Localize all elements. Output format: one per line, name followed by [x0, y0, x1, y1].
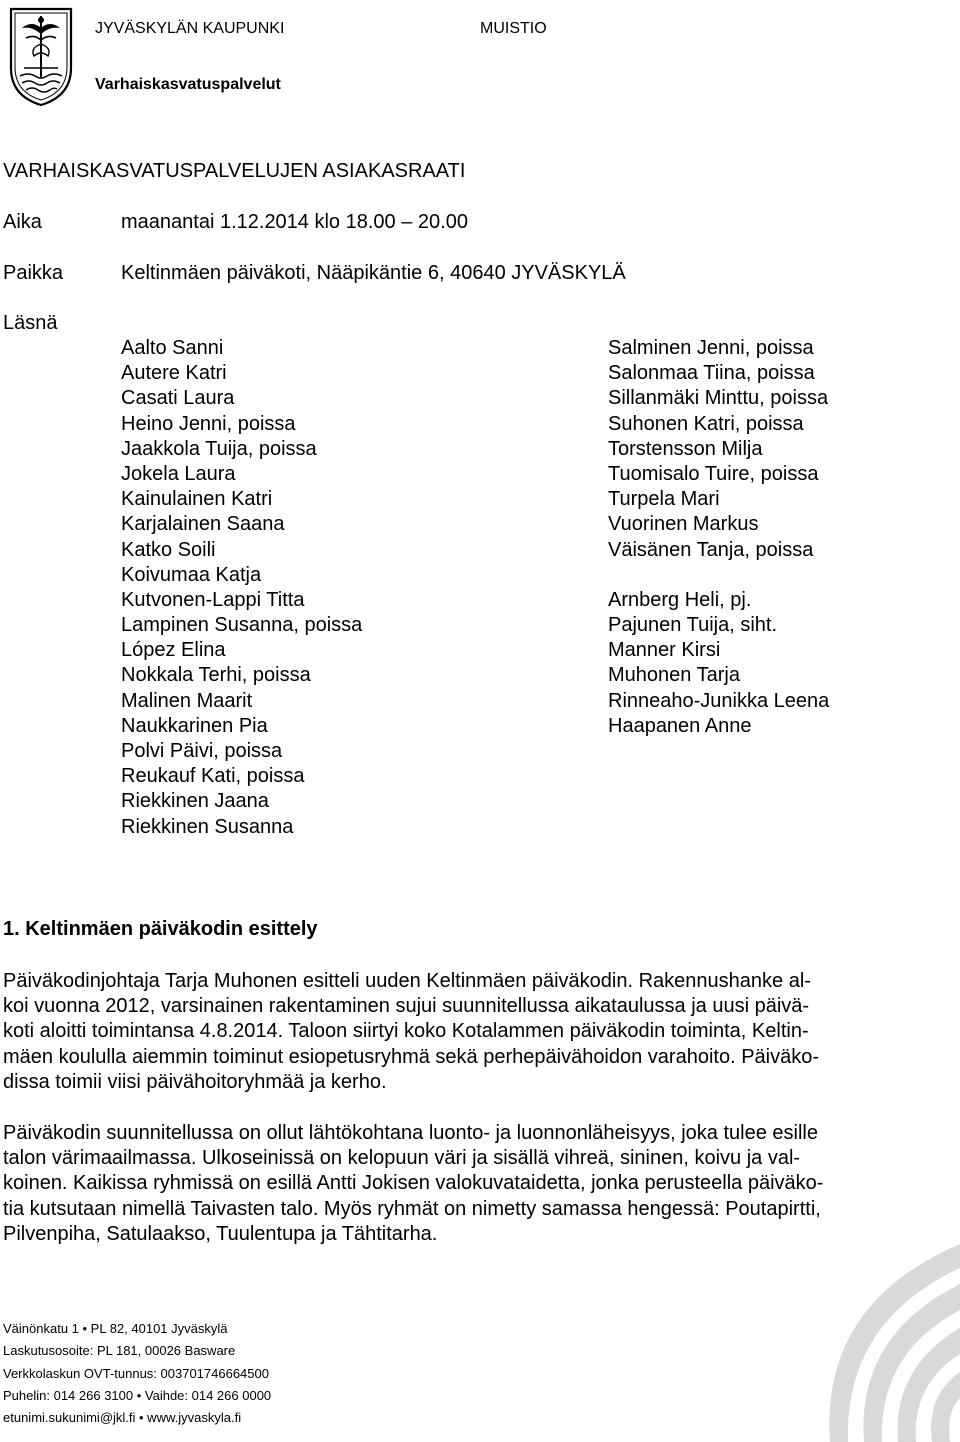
attendee-name: Autere Katri: [121, 362, 227, 385]
attendee-name: Väisänen Tanja, poissa: [608, 538, 814, 561]
attendee-name: Salonmaa Tiina, poissa: [608, 362, 815, 385]
staff-name: Rinneaho-Junikka Leena: [608, 689, 830, 712]
footer-address: Väinönkatu 1 • PL 82, 40101 Jyväskylä: [3, 1321, 228, 1336]
attendee-name: Sillanmäki Minttu, poissa: [608, 387, 829, 410]
attendee-name: Kainulainen Katri: [121, 488, 273, 511]
staff-name: Manner Kirsi: [608, 639, 721, 662]
attendee-name: López Elina: [121, 639, 226, 662]
attendee-name: Jaakkola Tuija, poissa: [121, 437, 317, 460]
paragraph-line: koti aloitti toimintansa 4.8.2014. Taloon siirtyi koko Kotalammen päiväkodin toiminta, Keltin-: [3, 1020, 809, 1043]
staff-name: Pajunen Tuija, siht.: [608, 614, 777, 637]
footer-phone: Puhelin: 014 266 3100 • Vaihde: 014 266 0000: [3, 1387, 272, 1403]
attendees-left-list: [121, 336, 362, 840]
department-name: Varhaiskasvatuspalvelut: [95, 76, 281, 93]
attendee-name: Torstensson Milja: [608, 437, 763, 460]
attendee-name: Riekkinen Jaana: [121, 790, 269, 813]
staff-name: Arnberg Heli, pj.: [608, 588, 752, 611]
attendee-name: Naukkarinen Pia: [121, 714, 268, 737]
city-coat-of-arms-logo: [8, 6, 74, 108]
paragraph-line: talon värimaailmassa. Ulkoseinissä on kelopuun väri ja sisällä vihreä, sininen, koivu ja val-: [3, 1147, 801, 1170]
paragraph-line: koinen. Kaikissa ryhmissä on esillä Antti Jokisen valokuvataidetta, jonka perusteella päiväko-: [3, 1172, 824, 1195]
attendee-name: Reukauf Kati, poissa: [121, 765, 305, 788]
place-label: Paikka: [3, 262, 64, 284]
attendee-name: Malinen Maarit: [121, 689, 253, 712]
footer-billing-address: Laskutusosoite: PL 181, 00026 Basware: [3, 1343, 236, 1359]
staff-name: Muhonen Tarja: [608, 664, 740, 687]
paragraph-line: mäen koululla aiemmin toiminut esiopetusryhmä sekä perhepäivähoidon varahoito. Päiväko-: [3, 1045, 820, 1068]
attendee-name: Katko Soili: [121, 538, 216, 561]
footer-web: etunimi.sukunimi@jkl.fi • www.jyvaskyla.fi: [3, 1410, 242, 1426]
attendee-name: Heino Jenni, poissa: [121, 412, 296, 435]
time-value: maanantai 1.12.2014 klo 18.00 – 20.00: [121, 211, 468, 233]
organization-name: JYVÄSKYLÄN KAUPUNKI: [95, 20, 285, 37]
attendee-name: Jokela Laura: [121, 462, 236, 485]
attendee-name: Aalto Sanni: [121, 337, 224, 359]
section-paragraph-1: [3, 969, 908, 1095]
paragraph-line: Päiväkodin suunnitellussa on ollut lähtökohtana luonto- ja luonnonläheisyys, joka tulee esille: [3, 1122, 818, 1144]
document-type: MUISTIO: [480, 20, 547, 37]
present-label: Läsnä: [3, 312, 58, 334]
time-label: Aika: [3, 211, 42, 233]
footer-einvoice-id: Verkkolaskun OVT-tunnus: 003701746664500: [3, 1365, 269, 1381]
section-paragraph-2: [3, 1121, 908, 1247]
staff-name: Haapanen Anne: [608, 714, 752, 737]
place-value: Keltinmäen päiväkoti, Nääpikäntie 6, 40640 JYVÄSKYLÄ: [121, 262, 626, 284]
attendee-name: Polvi Päivi, poissa: [121, 740, 283, 762]
paragraph-line: dissa toimii viisi päivähoitoryhmää ja kerho.: [3, 1070, 387, 1093]
decorative-wave-graphic: [760, 1244, 960, 1442]
attendee-name: Casati Laura: [121, 387, 235, 410]
section-heading: 1. Keltinmäen päiväkodin esittely: [3, 918, 318, 940]
attendee-name: Karjalainen Saana: [121, 513, 285, 536]
attendee-name: Vuorinen Markus: [608, 513, 759, 536]
attendee-name: Riekkinen Susanna: [121, 815, 294, 838]
attendee-name: Tuomisalo Tuire, poissa: [608, 462, 819, 485]
attendee-name: Turpela Mari: [608, 488, 720, 511]
paragraph-line: Päiväkodinjohtaja Tarja Muhonen esitteli uuden Keltinmäen päiväkodin. Rakennushanke al-: [3, 970, 811, 992]
footer-contact: [3, 1318, 271, 1429]
paragraph-line: koi vuonna 2012, varsinainen rakentaminen sujui suunnitellussa aikataulussa ja uusi päivä-: [3, 995, 810, 1018]
paragraph-line: Pilvenpiha, Satulaakso, Tuulentupa ja Tähtitarha.: [3, 1222, 438, 1245]
document-title: VARHAISKASVATUSPALVELUJEN ASIAKASRAATI: [3, 160, 466, 182]
attendee-name: Lampinen Susanna, poissa: [121, 614, 363, 637]
attendee-name: Salminen Jenni, poissa: [608, 337, 814, 359]
paragraph-line: tia kutsutaan nimellä Taivasten talo. Myös ryhmät on nimetty samassa hengessä: Poutapirtti,: [3, 1197, 821, 1220]
attendee-name: Kutvonen-Lappi Titta: [121, 588, 305, 611]
attendee-name: Nokkala Terhi, poissa: [121, 664, 311, 687]
attendee-name: Suhonen Katri, poissa: [608, 412, 804, 435]
attendees-right-list: [608, 336, 829, 739]
list-spacer: [608, 563, 829, 588]
attendee-name: Koivumaa Katja: [121, 563, 262, 586]
